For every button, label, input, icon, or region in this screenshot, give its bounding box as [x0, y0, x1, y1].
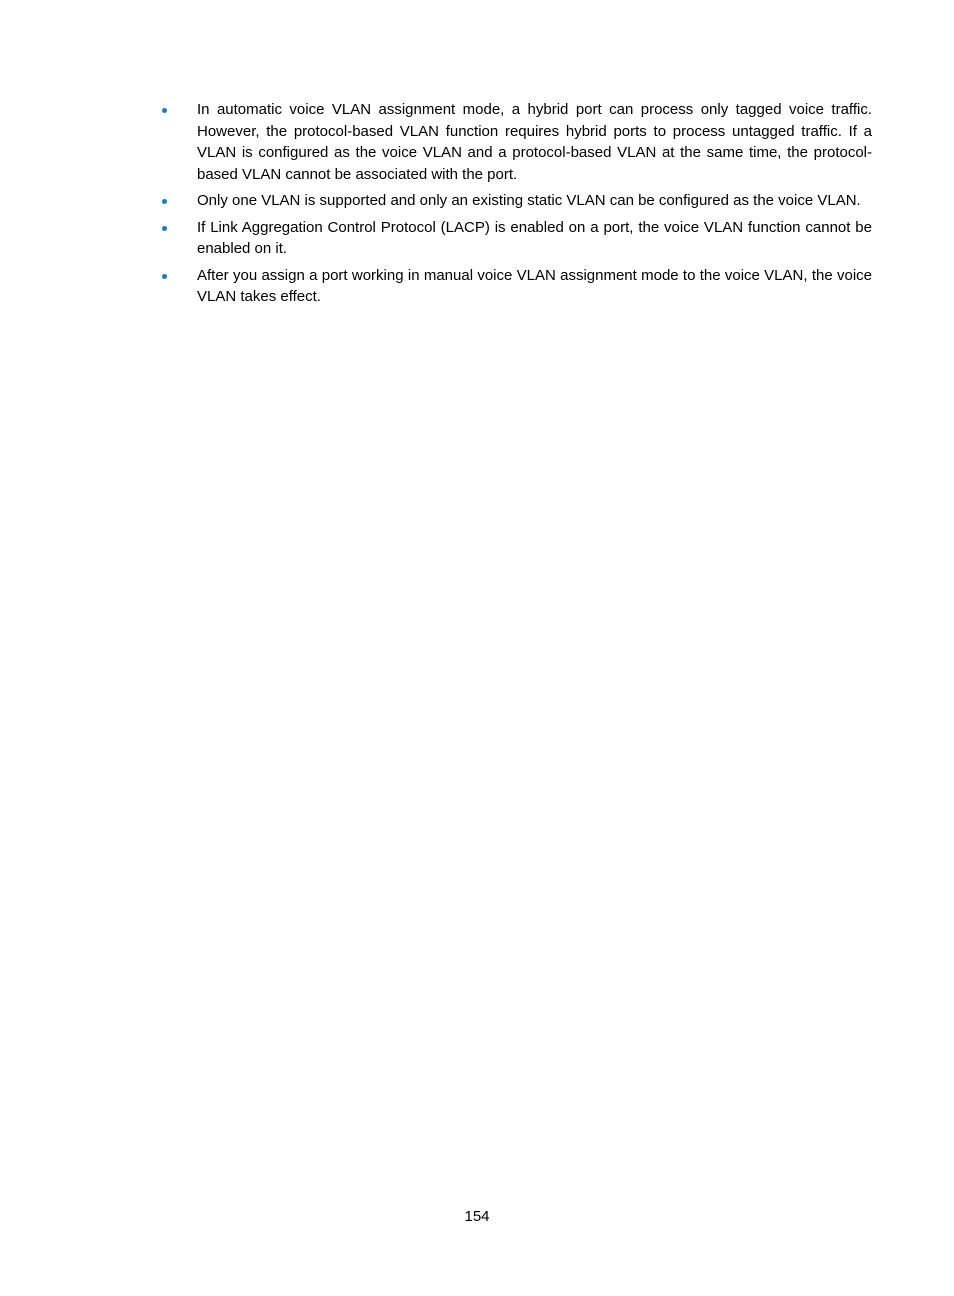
list-item	[162, 99, 872, 185]
list-item	[162, 265, 872, 308]
list-item-text: Only one VLAN is supported and only an existing static VLAN can be configured as the voice VLAN.	[197, 192, 861, 209]
bullet-icon	[162, 199, 167, 204]
list-item	[162, 190, 872, 212]
list-item-text: In automatic voice VLAN assignment mode, a hybrid port can process only tagged voice traffic. However, the protocol-based VLAN function requires hybrid ports to process untagged traffic. If a VLAN is configured as the voice VLAN and a protocol-based VLAN at the same time, the protocol-based VLAN cannot be associated with the port.	[197, 101, 872, 183]
page-number: 154	[464, 1208, 490, 1225]
bullet-list	[162, 99, 872, 313]
list-item	[162, 217, 872, 260]
bullet-icon	[162, 226, 167, 231]
list-item-text: After you assign a port working in manual voice VLAN assignment mode to the voice VLAN, the voice VLAN takes effect.	[197, 266, 872, 305]
list-item-text: If Link Aggregation Control Protocol (LACP) is enabled on a port, the voice VLAN function cannot be enabled on it.	[197, 218, 872, 257]
bullet-icon	[162, 274, 167, 279]
bullet-icon	[162, 108, 167, 113]
